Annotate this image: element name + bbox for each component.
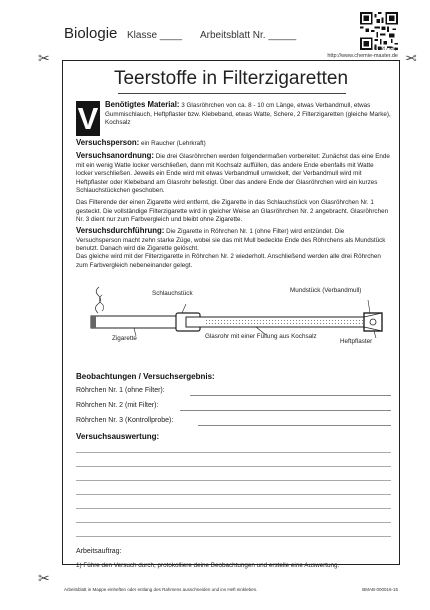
- label-zigarette: Zigarette: [112, 335, 137, 342]
- material-heading: Benötigtes Material:: [105, 100, 180, 109]
- footer-code: BMAB-000016-15: [362, 587, 398, 592]
- answer-line[interactable]: [76, 452, 391, 453]
- material-paragraph: [105, 101, 393, 128]
- cigarette-body: [91, 316, 186, 328]
- website-url: http://www.chemie-master.de: [327, 53, 398, 60]
- person-paragraph: [76, 139, 391, 149]
- anordnung-paragraph: [76, 152, 391, 196]
- section-initial-badge: V: [77, 101, 99, 136]
- scissors-icon: ✂: [405, 50, 417, 66]
- answer-line[interactable]: [76, 536, 391, 537]
- answer-line[interactable]: [190, 395, 391, 396]
- arbeitsblatt-label: Arbeitsblatt Nr. _____: [200, 30, 297, 41]
- copyright-line: © wt / ksp: [373, 46, 398, 52]
- page-title: Teerstoffe in Filterzigaretten: [113, 68, 349, 89]
- title-underline: [118, 93, 346, 94]
- observation-row-2: Röhrchen Nr. 2 (mit Filter):: [76, 402, 159, 409]
- worksheet-header: [64, 24, 364, 46]
- anordnung-paragraph-2: Das Filterende der einen Zigarette wird entfernt, die Zigarette in das Schlauchstück von Glasröhrchen Nr. 1 gesteckt. Die vollständige Filterzigarette wird in gleicher Weise an Glasröhrchen Nr. 2 angebracht. Glasröhrchen Nr. 3 dient nur zum Farbvergleich und bleibt ohne Zigarette.: [76, 199, 389, 224]
- durchfuehrung-heading: Versuchsdurchführung:: [76, 226, 165, 235]
- label-mundstueck: Mundstück (Verbandmull): [290, 287, 362, 294]
- copyright-note: [327, 46, 398, 60]
- material-text: 3 Glasröhrchen von ca. 8 - 10 cm Länge, etwas Verbandmull, etwas Gummischlauch, Heftpflaster bzw. Klebeband, etwas Watte, Schere, 2 Filterzigaretten (gleiche Marke), Kochsalz: [105, 102, 391, 127]
- answer-line[interactable]: [76, 522, 391, 523]
- anordnung-text: Die drei Glasröhrchen werden folgendermaßen vorbereitet: Zunächst das eine Ende mit ein wenig Watte locker verschließen, dann mit Kochsalz auffüllen, das andere Ende ebenfalls mit Watte locker verschließen. Jeweils ein Ende wird mit etwas Verbandmull umwickelt, der Verbandmull wird mit Heftpflaster oder Klebeband am Glasrohr befestigt. Über das andere Ende der Glasröhrchen wird ein kurzes Schlauchstückchen geschoben.: [76, 153, 390, 195]
- observation-row-3: Röhrchen Nr. 3 (Kontrollprobe):: [76, 417, 174, 424]
- observation-row-1: Röhrchen Nr. 1 (ohne Filter):: [76, 387, 165, 394]
- label-schlauchstueck: Schlauchstück: [152, 290, 193, 297]
- salt-filling: [204, 318, 366, 326]
- durchfuehrung-paragraph-2: Das gleiche wird mit der Filterzigarette in Röhrchen Nr. 2 wiederholt. Anschließend werden alle drei Röhrchen zum Farbvergleich nebeneinander gelegt.: [76, 253, 381, 269]
- answer-line[interactable]: [76, 494, 391, 495]
- person-text: ein Raucher (Lehrkraft): [141, 140, 206, 147]
- label-glasrohr: Glasrohr mit einer Füllung aus Kochsalz: [205, 333, 317, 340]
- arbeitsauftrag-item: 1) Führe den Versuch durch, protokolliere deine Beobachtungen und erstelle eine Auswertung.: [76, 562, 340, 569]
- auswertung-heading: Versuchsauswertung:: [76, 432, 160, 441]
- subject-label: Biologie: [64, 25, 118, 42]
- scissors-icon: ✂: [38, 570, 50, 586]
- footer-instruction: Arbeitsblatt in Mappe einheften oder entlang des Rahmens ausschneiden und ins Heft einkleben.: [64, 587, 258, 592]
- person-heading: Versuchsperson:: [76, 138, 140, 147]
- label-heftpflaster: Heftpflaster: [340, 338, 373, 345]
- answer-line[interactable]: [180, 410, 391, 411]
- durchfuehrung-paragraph: [76, 227, 391, 254]
- durchfuehrung-text: Die Zigarette in Röhrchen Nr. 1 (ohne Filter) wird entzündet. Die Versuchsperson macht zehn starke Züge, wobei sie das mit Mull bedeckte Ende des Röhrchens als Mundstück benutzt. Danach wird die Zigarette gelöscht.: [76, 228, 386, 253]
- answer-line[interactable]: [76, 508, 391, 509]
- answer-line[interactable]: [76, 480, 391, 481]
- qr-code-icon: [360, 12, 398, 50]
- arbeitsauftrag-heading: Arbeitsauftrag:: [76, 548, 122, 555]
- klasse-label: Klasse ____: [127, 30, 183, 41]
- anordnung-heading: Versuchsanordnung:: [76, 151, 154, 160]
- smoke-icon: [96, 287, 101, 313]
- scissors-icon: ✂: [38, 50, 50, 66]
- answer-line[interactable]: [76, 466, 391, 467]
- observations-heading: Beobachtungen / Versuchsergebnis:: [76, 372, 215, 381]
- answer-line[interactable]: [198, 425, 391, 426]
